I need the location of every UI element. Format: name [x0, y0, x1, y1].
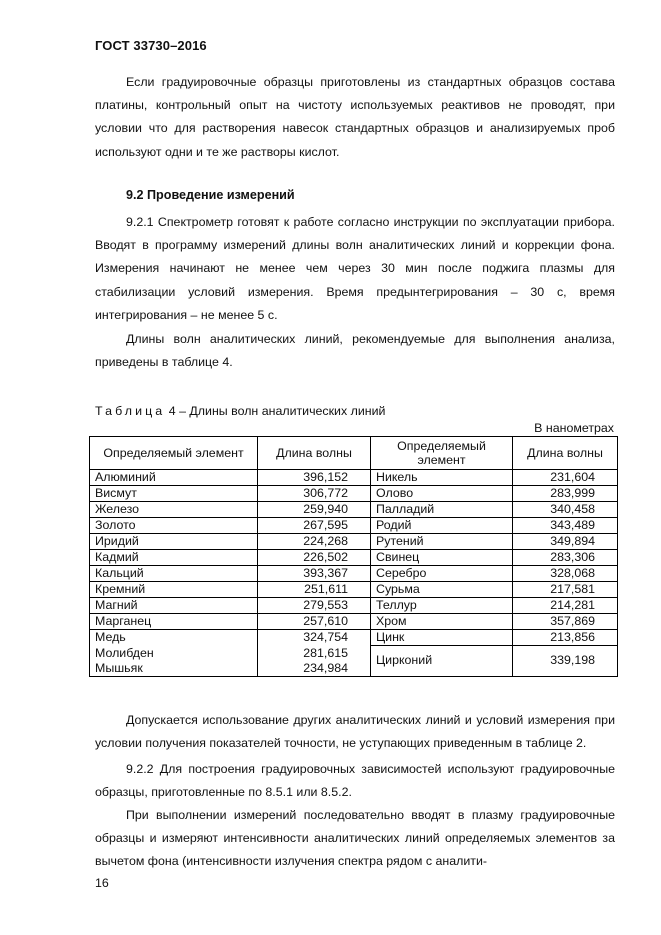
wavelength-value: 251,611	[258, 582, 371, 598]
wavelength-value: 213,856	[513, 630, 618, 646]
element-name: Цинк	[371, 630, 513, 646]
wavelength-value: 217,581	[513, 582, 618, 598]
wavelength-value: 279,553	[258, 598, 371, 614]
table-row	[90, 486, 618, 502]
element-name: Кремний	[90, 582, 258, 598]
element-name: Палладий	[371, 502, 513, 518]
wavelength-value: 259,940	[258, 502, 371, 518]
header-wavelength-1: Длина волны	[258, 437, 371, 470]
table-row	[90, 582, 618, 598]
element-name: Висмут	[90, 486, 258, 502]
table-caption-word: Таблица	[95, 404, 166, 418]
element-name: Родий	[371, 518, 513, 534]
table-units: В нанометрах	[534, 421, 614, 435]
element-name: Свинец	[371, 550, 513, 566]
wavelength-value: 257,610	[258, 614, 371, 630]
element-name: Иридий	[90, 534, 258, 550]
paragraph-measurement-procedure: При выполнении измерений последовательно вводят в плазму градуировочные образцы и измеряют интенсивности аналитических линий определяемых элементов за вычетом фона (интенсивности излучения спектра рядом с аналити-	[95, 808, 615, 869]
table-header-row	[90, 437, 618, 470]
wavelength-value: 226,502	[258, 550, 371, 566]
element-name: Никель	[371, 470, 513, 486]
wavelength-value: 357,869	[513, 614, 618, 630]
element-name: Кальций	[90, 566, 258, 582]
wavelength-value: 283,306	[513, 550, 618, 566]
section-title: 9.2 Проведение измерений	[126, 188, 295, 202]
element-name: Медь	[90, 630, 258, 646]
table-row	[90, 502, 618, 518]
wavelength-value: 283,999	[513, 486, 618, 502]
table-row	[90, 566, 618, 582]
wavelength-value: 267,595	[258, 518, 371, 534]
wavelength-value: 306,772	[258, 486, 371, 502]
table-row	[90, 614, 618, 630]
wavelength-value: 324,754	[258, 630, 371, 646]
table-row	[90, 646, 618, 661]
wavelength-value: 281,615	[258, 646, 371, 661]
wavelength-value: 231,604	[513, 470, 618, 486]
table-row	[90, 518, 618, 534]
wavelength-value: 214,281	[513, 598, 618, 614]
element-name: Марганец	[90, 614, 258, 630]
element-name: Хром	[371, 614, 513, 630]
element-name: Мышьяк	[90, 661, 258, 677]
table-row	[90, 534, 618, 550]
wavelength-value: 339,198	[513, 646, 618, 677]
table-row	[90, 630, 618, 646]
wavelength-value: 349,894	[513, 534, 618, 550]
paragraph-control-experiment: Если градуировочные образцы приготовлены из стандартных образцов состава платины, контрольный опыт на чистоту используемых реактивов не проводят, при условии что для растворения навесок стандартных образцов и анализируемых проб используют одни и те же растворы кислот.	[95, 75, 615, 159]
table-row	[90, 470, 618, 486]
element-name: Золото	[90, 518, 258, 534]
element-name: Алюминий	[90, 470, 258, 486]
document-header: ГОСТ 33730–2016	[95, 38, 207, 53]
element-name: Кадмий	[90, 550, 258, 566]
wavelength-value: 328,068	[513, 566, 618, 582]
element-name: Молибден	[90, 646, 258, 661]
wavelength-value: 234,984	[258, 661, 371, 677]
element-name: Олово	[371, 486, 513, 502]
element-name: Магний	[90, 598, 258, 614]
paragraph-9-2-1: 9.2.1 Спектрометр готовят к работе согласно инструкции по эксплуатации прибора. Вводят в программу измерений длины волн аналитических линий и коррекции фона. Измерения начинают не менее чем через 30 мин после поджига плазмы для стабилизации условий измерения. Время предынтегрирования – 30 с, время интегрирования – не менее 5 с.	[95, 215, 615, 322]
element-name: Цирконий	[371, 646, 513, 677]
table-caption-text: 4 – Длины волн аналитических линий	[165, 404, 386, 418]
wavelength-table	[89, 436, 618, 677]
paragraph-other-lines: Допускается использование других аналитических линий и условий измерения при условии получения показателей точности, не уступающих приведенным в таблице 2.	[95, 713, 615, 751]
header-wavelength-2: Длина волны	[513, 437, 618, 470]
paragraph-wavelengths-ref: Длины волн аналитических линий, рекомендуемые для выполнения анализа, приведены в таблице 4.	[95, 332, 615, 370]
table-row	[90, 598, 618, 614]
element-name: Рутений	[371, 534, 513, 550]
element-name: Сурьма	[371, 582, 513, 598]
table-caption	[95, 404, 385, 418]
wavelength-value: 396,152	[258, 470, 371, 486]
wavelength-value: 224,268	[258, 534, 371, 550]
header-element-2: Определяемый элемент	[371, 437, 513, 470]
header-element-1: Определяемый элемент	[90, 437, 258, 470]
page-number: 16	[95, 876, 109, 890]
wavelength-value: 343,489	[513, 518, 618, 534]
element-name: Железо	[90, 502, 258, 518]
element-name: Теллур	[371, 598, 513, 614]
element-name: Серебро	[371, 566, 513, 582]
table-row	[90, 550, 618, 566]
wavelength-value: 340,458	[513, 502, 618, 518]
wavelength-value: 393,367	[258, 566, 371, 582]
paragraph-9-2-2: 9.2.2 Для построения градуировочных зависимостей используют градуировочные образцы, приготовленные по 8.5.1 или 8.5.2.	[95, 762, 615, 800]
